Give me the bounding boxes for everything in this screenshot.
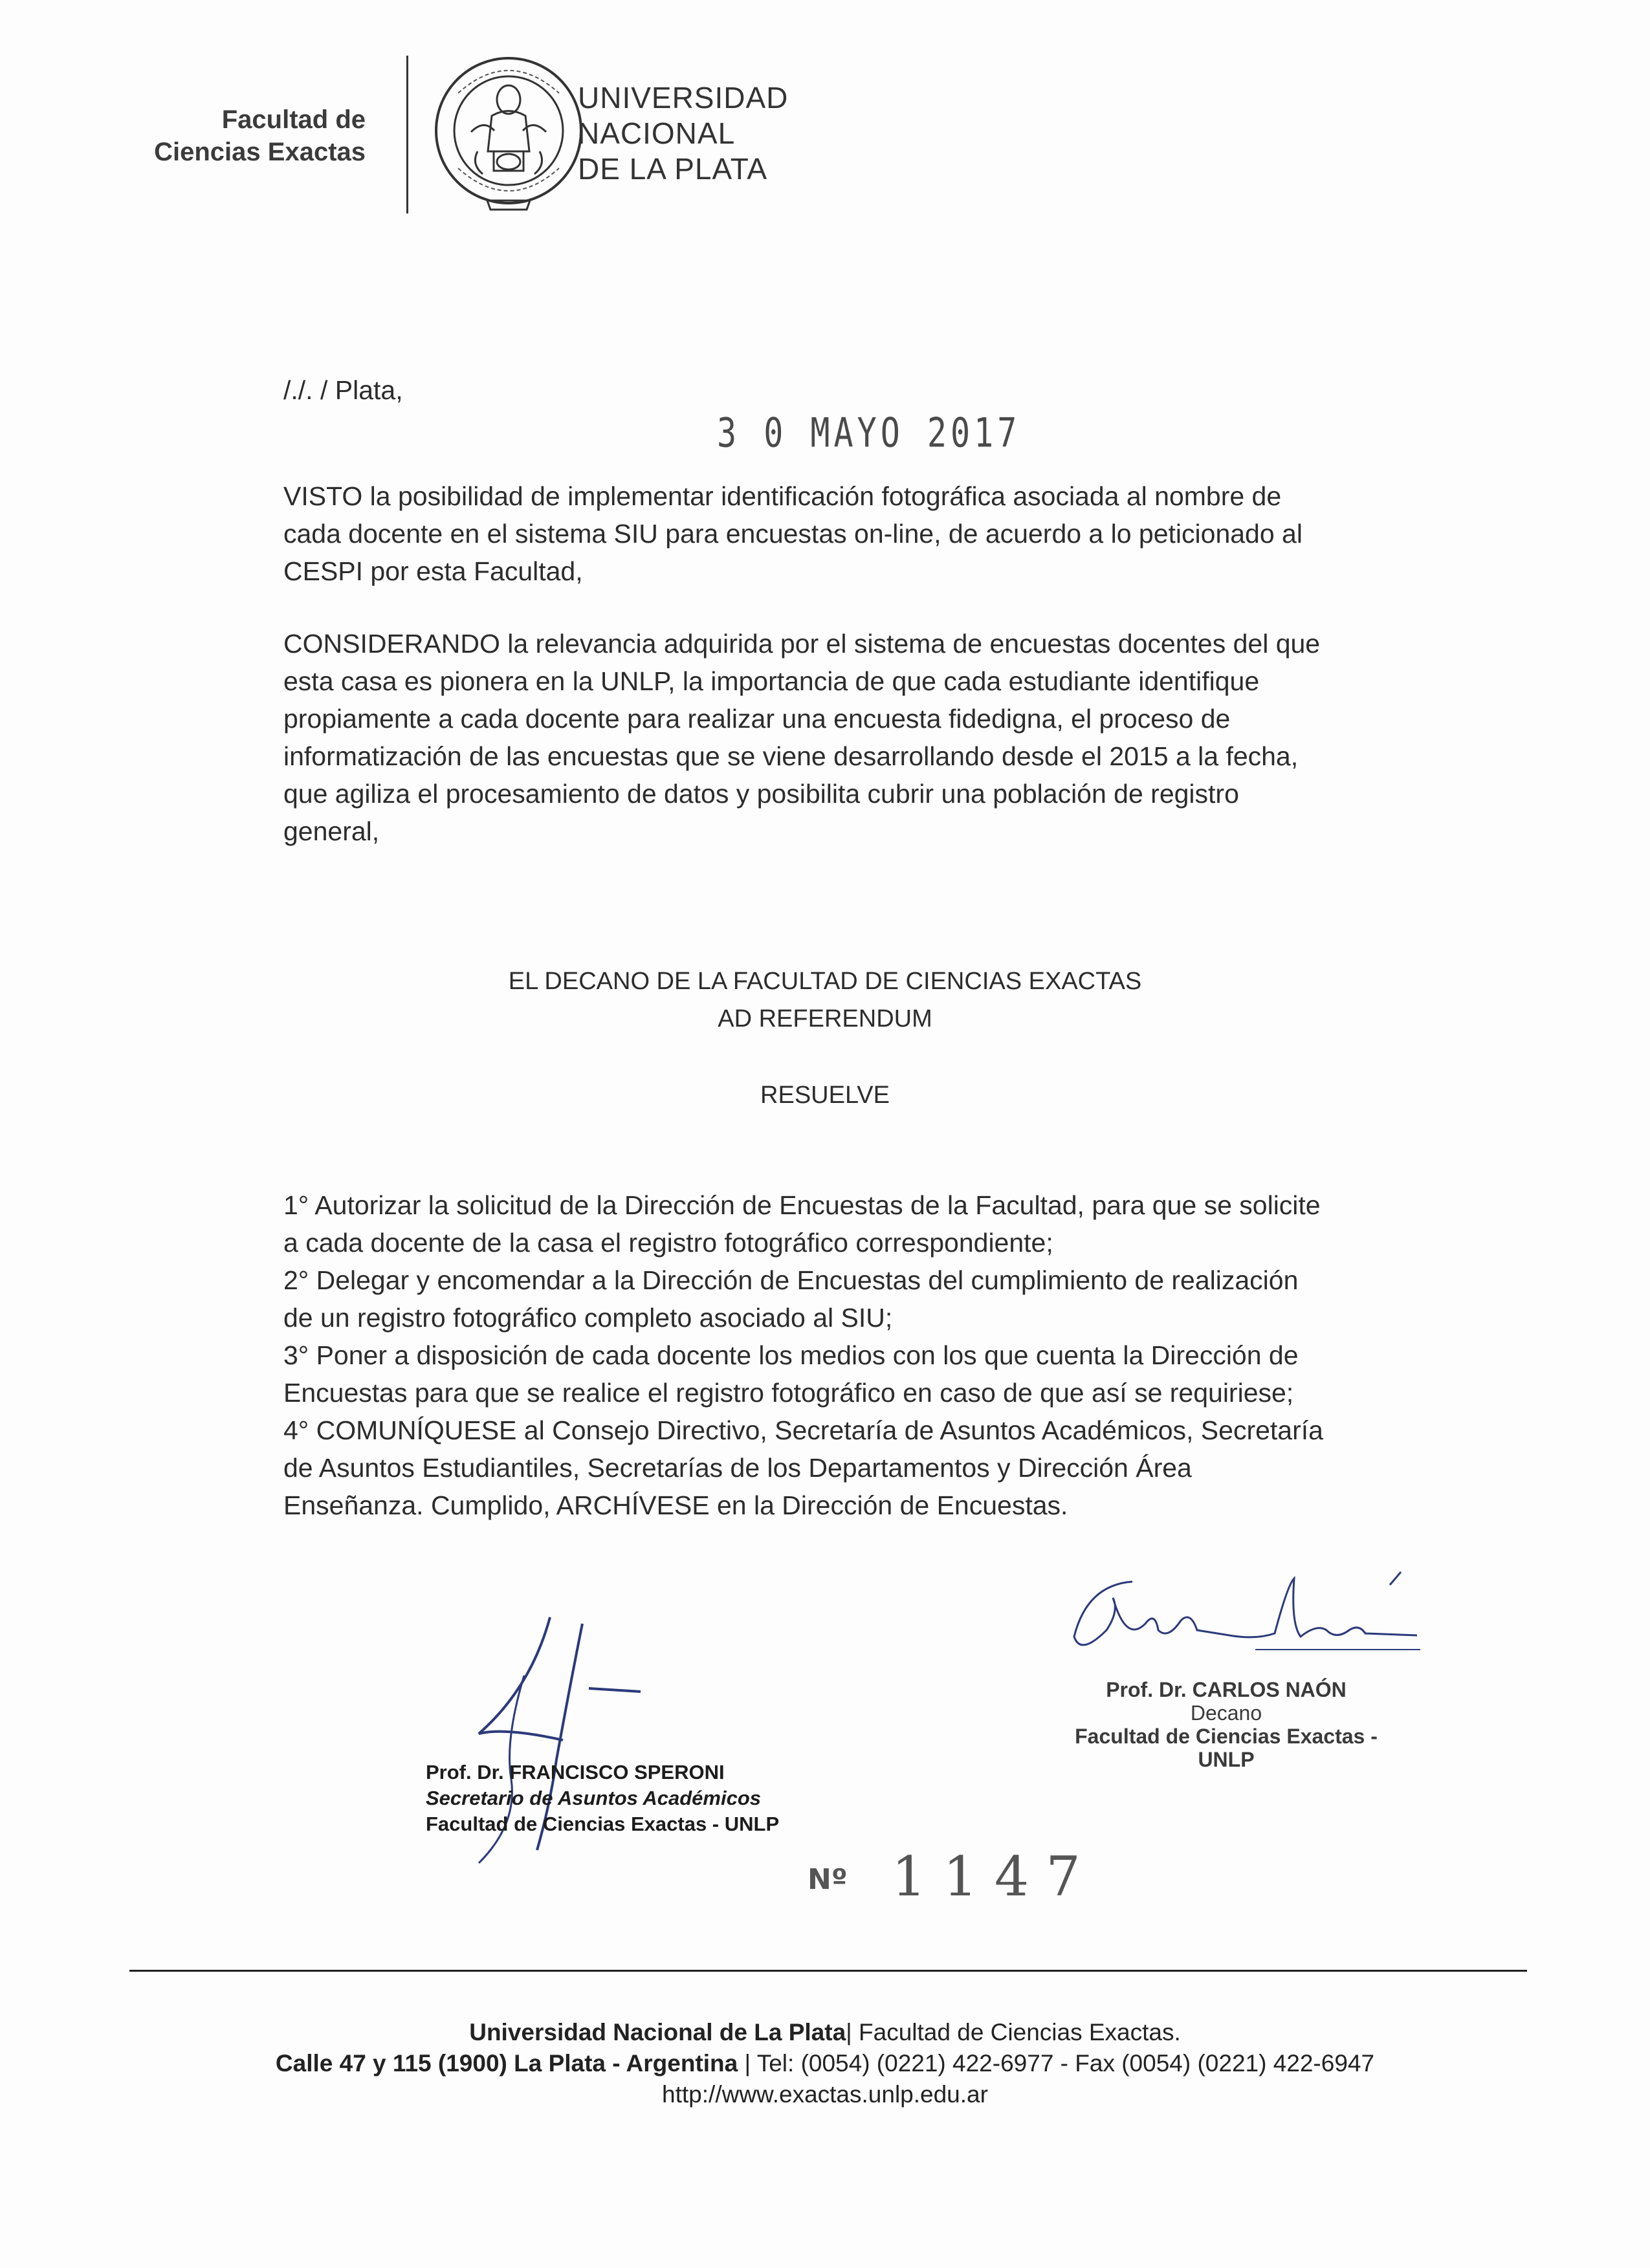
dean-title: Decano	[1190, 1701, 1262, 1725]
dean-name: Prof. Dr. CARLOS NAÓN	[1106, 1678, 1347, 1701]
article-line: Encuestas para que se realice el registro fotográfico en caso de que así se requiriese;	[283, 1378, 1294, 1408]
place-line: /./. / Plata,	[283, 375, 403, 405]
considerando-line: CONSIDERANDO la relevancia adquirida por el sistema de encuestas docentes del que	[283, 629, 1321, 659]
articles-list	[283, 1186, 1396, 1524]
considerando-line: informatización de las encuestas que se viene desarrollando desde el 2015 a la fecha,	[283, 741, 1299, 771]
visto-paragraph	[283, 477, 1396, 590]
article-line: a cada docente de la casa el registro fotográfico correspondiente;	[283, 1228, 1053, 1258]
considerando-line: esta casa es pionera en la UNLP, la importancia de que cada estudiante identifique	[283, 666, 1260, 696]
visto-line: cada docente en el sistema SIU para encuestas on-line, de acuerdo a lo peticionado al	[283, 519, 1303, 549]
dean-signature-icon	[1061, 1559, 1424, 1669]
footer-website: http://www.exactas.unlp.edu.ar	[662, 2081, 988, 2108]
footer-line1	[0, 2017, 1650, 2048]
secretary-name: Prof. Dr. FRANCISCO SPERONI	[426, 1761, 725, 1783]
article-line: 2° Delegar y encomendar a la Dirección de Encuestas del cumplimiento de realización	[283, 1265, 1299, 1295]
number-stamp-prefix: Nº	[808, 1863, 848, 1896]
header-divider	[406, 56, 408, 213]
footer-line2	[0, 2048, 1650, 2079]
university-seal-icon	[432, 54, 585, 213]
article-line: 3° Poner a disposición de cada docente los medios con los que cuenta la Dirección de	[283, 1340, 1299, 1370]
considerando-line: general,	[283, 816, 380, 846]
decree-heading-line2: AD REFERENDUM	[718, 1005, 932, 1032]
article-line: Enseñanza. Cumplido, ARCHÍVESE en la Dirección de Encuestas.	[283, 1490, 1068, 1520]
footer-university: Universidad Nacional de La Plata	[469, 2019, 846, 2045]
resuelve-heading: RESUELVE	[760, 1082, 890, 1109]
date-stamp: 3 0 MAYO 2017	[717, 409, 1021, 457]
visto-line: CESPI por esta Facultad,	[283, 556, 583, 586]
secretary-institution: Facultad de Ciencias Exactas - UNLP	[426, 1813, 780, 1835]
decree-heading	[0, 963, 1650, 1038]
footer-divider	[129, 1970, 1527, 1972]
number-stamp-value: 1147	[892, 1845, 1097, 1908]
footer-phone: | Tel: (0054) (0221) 422-6977 - Fax (0054) (0221) 422-6947	[744, 2050, 1375, 2077]
article-line: 4° COMUNÍQUESE al Consejo Directivo, Secretaría de Asuntos Académicos, Secretaría	[283, 1415, 1323, 1445]
university-name-line1: UNIVERSIDAD	[578, 81, 789, 114]
considerando-line: que agiliza el procesamiento de datos y posibilita cubrir una población de registro	[283, 779, 1239, 809]
article-line: de Asuntos Estudiantiles, Secretarías de los Departamentos y Dirección Área	[283, 1453, 1192, 1483]
faculty-name-line2: Ciencias Exactas	[154, 138, 366, 166]
secretary-title: Secretario de Asuntos Académicos	[426, 1787, 761, 1809]
university-name	[578, 80, 788, 187]
university-name-line3: DE LA PLATA	[578, 152, 768, 186]
footer-faculty: | Facultad de Ciencias Exactas.	[846, 2019, 1181, 2045]
article-line: de un registro fotográfico completo asociado al SIU;	[283, 1303, 893, 1333]
considerando-line: propiamente a cada docente para realizar una encuesta fidedigna, el proceso de	[283, 704, 1231, 734]
university-name-line2: NACIONAL	[578, 116, 736, 150]
decree-heading-line1: EL DECANO DE LA FACULTAD DE CIENCIAS EXACTAS	[508, 968, 1142, 995]
footer-address: Calle 47 y 115 (1900) La Plata - Argentina	[275, 2050, 738, 2077]
faculty-name	[154, 104, 366, 168]
secretary-signature-block	[426, 1760, 779, 1837]
dean-institution: Facultad de Ciencias Exactas - UNLP	[1075, 1725, 1378, 1771]
considerando-paragraph	[283, 625, 1396, 850]
dean-signature-block	[1074, 1678, 1378, 1771]
faculty-name-line1: Facultad de	[221, 105, 366, 134]
article-line: 1° Autorizar la solicitud de la Dirección de Encuestas de la Facultad, para que se solicite	[283, 1190, 1321, 1220]
visto-line: VISTO la posibilidad de implementar identificación fotográfica asociada al nombre de	[283, 481, 1282, 511]
